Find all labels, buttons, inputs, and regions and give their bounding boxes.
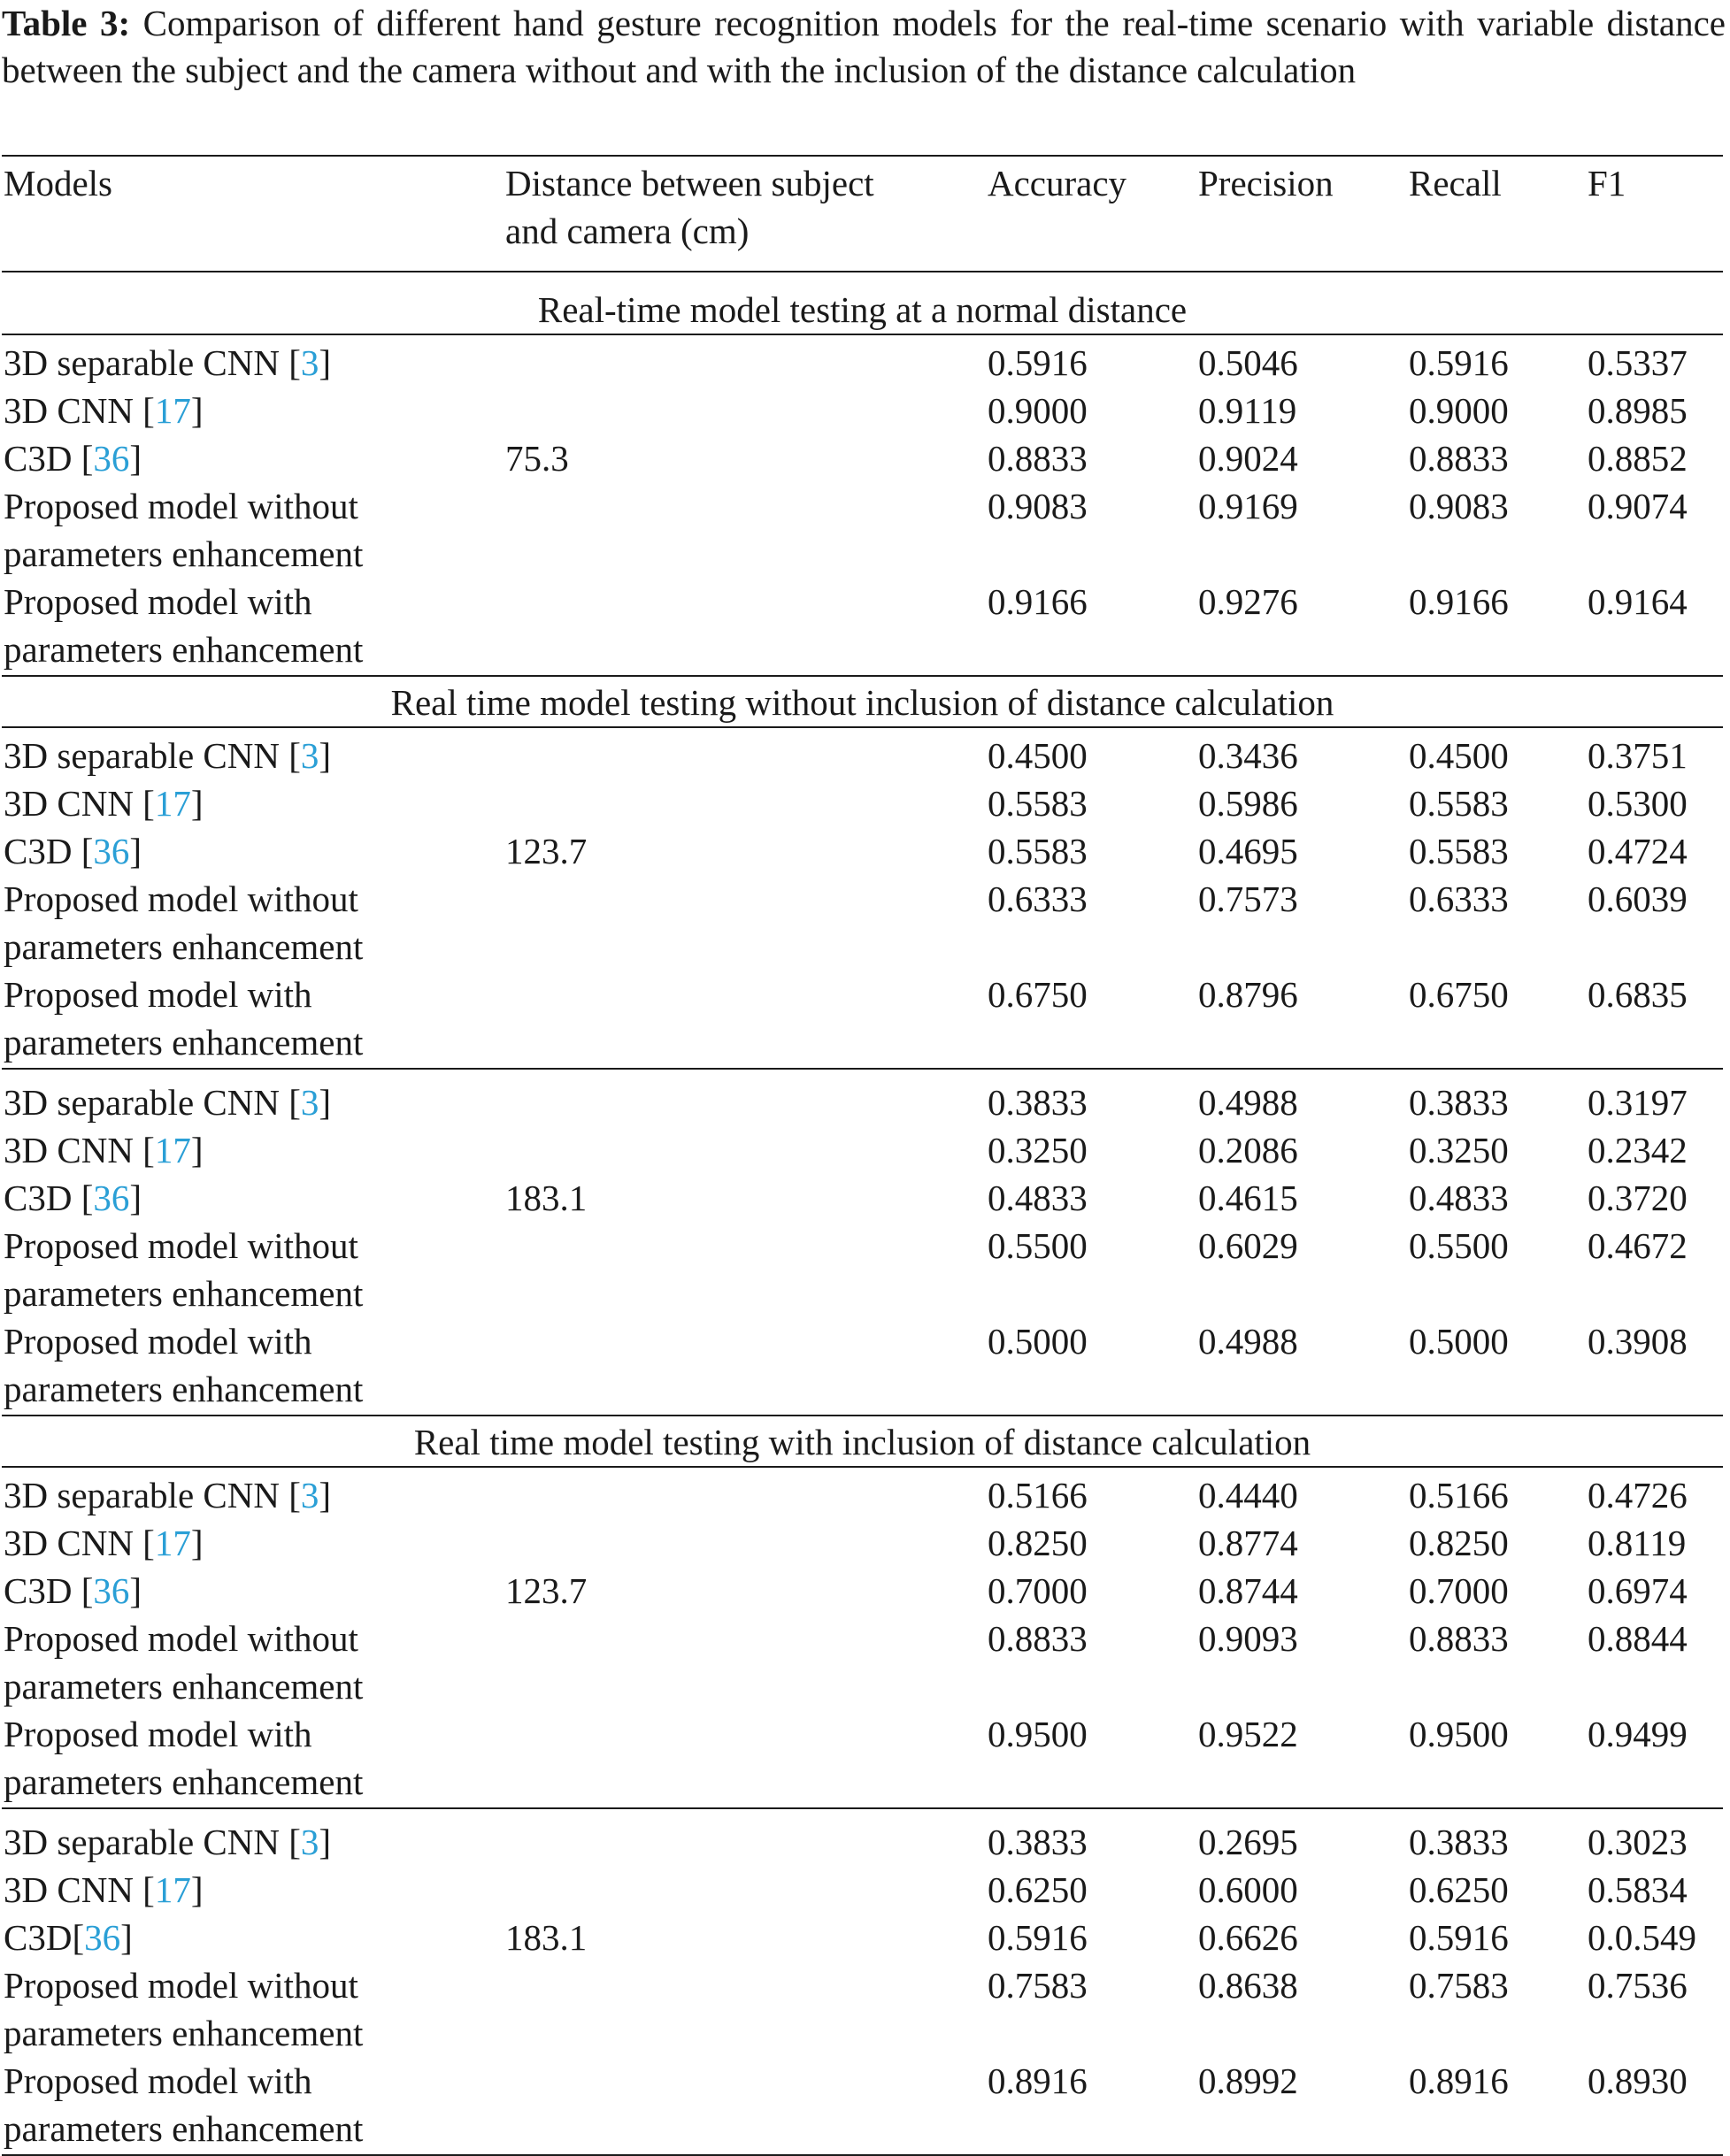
recall-value: 0.4833 (1409, 1178, 1509, 1218)
table-label: Table 3: (2, 3, 131, 43)
group-rule (2, 1068, 1723, 1070)
precision-value: 0.9093 (1198, 1618, 1298, 1659)
model-name-line2: parameters enhancement (4, 1761, 364, 1802)
precision-value: 0.4615 (1198, 1178, 1298, 1218)
model-label: 3D separable CNN [ (4, 1082, 301, 1123)
section-rule (2, 1466, 1723, 1468)
accuracy-value: 0.5583 (988, 831, 1088, 871)
model-name-line1: Proposed model without (4, 1965, 358, 2006)
precision-value: 0.9119 (1198, 390, 1297, 431)
precision-value: 0.9276 (1198, 581, 1298, 622)
precision-value: 0.4440 (1198, 1475, 1298, 1515)
table-top-rule (2, 155, 1723, 157)
model-name (4, 1078, 331, 1126)
model-name-line2: parameters enhancement (4, 926, 364, 967)
recall-value: 0.5166 (1409, 1475, 1509, 1515)
f1-value: 0.4726 (1588, 1475, 1688, 1515)
recall-value: 0.5583 (1409, 783, 1509, 824)
caption-text: Comparison of different hand gesture recognition models for the real-time scenario with variable distance between the subject and the camera without and with the inclusion of the distance calculation (2, 3, 1726, 90)
f1-value: 0.3197 (1588, 1082, 1688, 1123)
citation-link[interactable]: 3 (300, 1475, 319, 1515)
accuracy-value: 0.3250 (988, 1130, 1088, 1170)
precision-value: 0.8796 (1198, 974, 1298, 1015)
f1-value: 0.5300 (1588, 783, 1688, 824)
model-label-suffix: ] (319, 1082, 332, 1123)
f1-value: 0.8119 (1588, 1523, 1687, 1563)
accuracy-value: 0.8916 (988, 2060, 1088, 2101)
citation-link[interactable]: 36 (93, 831, 130, 871)
model-label: C3D[ (4, 1917, 85, 1958)
section-end-rule (2, 1415, 1723, 1416)
accuracy-value: 0.8833 (988, 438, 1088, 479)
accuracy-value: 0.7000 (988, 1570, 1088, 1611)
model-label-suffix: ] (190, 1869, 204, 1910)
header-f1: F1 (1588, 163, 1626, 203)
f1-value: 0.6039 (1588, 879, 1688, 919)
recall-value: 0.9500 (1409, 1714, 1509, 1754)
accuracy-value: 0.8833 (988, 1618, 1088, 1659)
citation-link[interactable]: 3 (300, 1082, 319, 1123)
model-name (4, 827, 142, 875)
f1-value: 0.3908 (1588, 1321, 1688, 1362)
recall-value: 0.5583 (1409, 831, 1509, 871)
accuracy-value: 0.9083 (988, 486, 1088, 526)
citation-link[interactable]: 17 (154, 1869, 191, 1910)
header-distance-line2: and camera (cm) (505, 211, 750, 251)
precision-value: 0.8992 (1198, 2060, 1298, 2101)
model-name (4, 1174, 142, 1222)
recall-value: 0.6333 (1409, 879, 1509, 919)
header-models: Models (4, 163, 112, 203)
precision-value: 0.9522 (1198, 1714, 1298, 1754)
f1-value: 0.4672 (1588, 1225, 1688, 1266)
f1-value: 0.2342 (1588, 1130, 1688, 1170)
model-name-line1: Proposed model with (4, 581, 312, 622)
model-name-line2: parameters enhancement (4, 2108, 364, 2149)
distance-value: 183.1 (505, 1178, 588, 1218)
recall-value: 0.3833 (1409, 1082, 1509, 1123)
header-recall: Recall (1409, 163, 1502, 203)
citation-link[interactable]: 17 (154, 783, 191, 824)
section-rule (2, 726, 1723, 728)
precision-value: 0.5046 (1198, 342, 1298, 383)
model-label-suffix: ] (120, 1917, 133, 1958)
precision-value: 0.2695 (1198, 1822, 1298, 1862)
precision-value: 0.6029 (1198, 1225, 1298, 1266)
model-name-line1: Proposed model with (4, 974, 312, 1015)
model-name (4, 1866, 203, 1914)
model-label: C3D [ (4, 438, 94, 479)
recall-value: 0.3250 (1409, 1130, 1509, 1170)
precision-value: 0.6626 (1198, 1917, 1298, 1958)
recall-value: 0.4500 (1409, 735, 1509, 776)
accuracy-value: 0.3833 (988, 1082, 1088, 1123)
accuracy-value: 0.9500 (988, 1714, 1088, 1754)
accuracy-value: 0.3833 (988, 1822, 1088, 1862)
citation-link[interactable]: 3 (300, 342, 319, 383)
model-label: 3D separable CNN [ (4, 1475, 301, 1515)
model-label-suffix: ] (190, 1130, 204, 1170)
f1-value: 0.8930 (1588, 2060, 1688, 2101)
precision-value: 0.8638 (1198, 1965, 1298, 2006)
model-name-line1: Proposed model without (4, 1618, 358, 1659)
model-name-line1: Proposed model with (4, 2060, 312, 2101)
model-label: 3D CNN [ (4, 390, 155, 431)
recall-value: 0.3833 (1409, 1822, 1509, 1862)
model-label: 3D CNN [ (4, 1523, 155, 1563)
f1-value: 0.5834 (1588, 1869, 1688, 1910)
model-name (4, 1914, 133, 1961)
accuracy-value: 0.6333 (988, 879, 1088, 919)
accuracy-value: 0.5000 (988, 1321, 1088, 1362)
distance-value: 183.1 (505, 1917, 588, 1958)
model-name (4, 387, 203, 434)
precision-value: 0.4695 (1198, 831, 1298, 871)
recall-value: 0.9166 (1409, 581, 1509, 622)
model-name (4, 1567, 142, 1615)
precision-value: 0.5986 (1198, 783, 1298, 824)
model-label-suffix: ] (129, 831, 142, 871)
accuracy-value: 0.4500 (988, 735, 1088, 776)
f1-value: 0.6974 (1588, 1570, 1688, 1611)
model-label: C3D [ (4, 1570, 94, 1611)
section-title: Real-time model testing at a normal distance (537, 289, 1188, 330)
header-rule (2, 271, 1723, 272)
section-rule (2, 334, 1723, 335)
accuracy-value: 0.6250 (988, 1869, 1088, 1910)
model-name-line1: Proposed model without (4, 1225, 358, 1266)
f1-value: 0.4724 (1588, 831, 1688, 871)
model-label-suffix: ] (190, 1523, 204, 1563)
accuracy-value: 0.5166 (988, 1475, 1088, 1515)
model-name-line2: parameters enhancement (4, 1022, 364, 1063)
f1-value: 0.8852 (1588, 438, 1688, 479)
recall-value: 0.5000 (1409, 1321, 1509, 1362)
model-name-line2: parameters enhancement (4, 2013, 364, 2053)
f1-value: 0.6835 (1588, 974, 1688, 1015)
model-name (4, 1126, 203, 1174)
recall-value: 0.5916 (1409, 342, 1509, 383)
header-distance-line1: Distance between subject (505, 163, 874, 203)
model-name (4, 1519, 203, 1567)
section-title: Real time model testing with inclusion of distance calculation (413, 1422, 1311, 1462)
f1-value: 0.3023 (1588, 1822, 1688, 1862)
model-label-suffix: ] (319, 735, 332, 776)
accuracy-value: 0.9166 (988, 581, 1088, 622)
header-accuracy: Accuracy (988, 163, 1127, 203)
model-name-line1: Proposed model without (4, 879, 358, 919)
f1-value: 0.8985 (1588, 390, 1688, 431)
recall-value: 0.6250 (1409, 1869, 1509, 1910)
citation-link[interactable]: 3 (300, 1822, 319, 1862)
recall-value: 0.7583 (1409, 1965, 1509, 2006)
citation-link[interactable]: 17 (154, 1130, 191, 1170)
precision-value: 0.4988 (1198, 1082, 1298, 1123)
distance-value: 75.3 (505, 438, 569, 479)
model-label-suffix: ] (129, 438, 142, 479)
model-label: C3D [ (4, 831, 94, 871)
precision-value: 0.3436 (1198, 735, 1298, 776)
model-name (4, 434, 142, 482)
model-label: 3D separable CNN [ (4, 342, 301, 383)
recall-value: 0.9083 (1409, 486, 1509, 526)
f1-value: 0.9164 (1588, 581, 1688, 622)
model-label-suffix: ] (129, 1178, 142, 1218)
distance-value: 123.7 (505, 831, 588, 871)
model-label-suffix: ] (319, 342, 332, 383)
recall-value: 0.8833 (1409, 438, 1509, 479)
citation-link[interactable]: 36 (84, 1917, 121, 1958)
citation-link[interactable]: 36 (93, 438, 130, 479)
f1-value: 0.5337 (1588, 342, 1688, 383)
model-label: 3D CNN [ (4, 1869, 155, 1910)
model-label-suffix: ] (319, 1822, 332, 1862)
model-name-line2: parameters enhancement (4, 1666, 364, 1707)
precision-value: 0.8774 (1198, 1523, 1298, 1563)
model-name (4, 1818, 331, 1866)
citation-link[interactable]: 3 (300, 735, 319, 776)
section-end-rule (2, 675, 1723, 677)
recall-value: 0.9000 (1409, 390, 1509, 431)
precision-value: 0.6000 (1198, 1869, 1298, 1910)
f1-value: 0.3751 (1588, 735, 1688, 776)
citation-link[interactable]: 36 (93, 1570, 130, 1611)
model-name-line2: parameters enhancement (4, 533, 364, 574)
model-name (4, 1471, 331, 1519)
accuracy-value: 0.5916 (988, 1917, 1088, 1958)
recall-value: 0.8250 (1409, 1523, 1509, 1563)
model-name-line2: parameters enhancement (4, 1369, 364, 1409)
accuracy-value: 0.5500 (988, 1225, 1088, 1266)
precision-value: 0.9024 (1198, 438, 1298, 479)
recall-value: 0.6750 (1409, 974, 1509, 1015)
precision-value: 0.7573 (1198, 879, 1298, 919)
f1-value: 0.9499 (1588, 1714, 1688, 1754)
accuracy-value: 0.6750 (988, 974, 1088, 1015)
model-name-line2: parameters enhancement (4, 1273, 364, 1314)
precision-value: 0.8744 (1198, 1570, 1298, 1611)
citation-link[interactable]: 17 (154, 390, 191, 431)
group-rule (2, 1807, 1723, 1809)
f1-value: 0.0.549 (1588, 1917, 1696, 1958)
model-name-line1: Proposed model with (4, 1714, 312, 1754)
recall-value: 0.5916 (1409, 1917, 1509, 1958)
model-name (4, 779, 203, 827)
accuracy-value: 0.8250 (988, 1523, 1088, 1563)
accuracy-value: 0.5916 (988, 342, 1088, 383)
accuracy-value: 0.9000 (988, 390, 1088, 431)
accuracy-value: 0.4833 (988, 1178, 1088, 1218)
model-name-line1: Proposed model without (4, 486, 358, 526)
section-title: Real time model testing without inclusion of distance calculation (390, 682, 1334, 723)
distance-value: 123.7 (505, 1570, 588, 1611)
f1-value: 0.3720 (1588, 1178, 1688, 1218)
model-name-line2: parameters enhancement (4, 629, 364, 670)
model-label: 3D separable CNN [ (4, 735, 301, 776)
model-label-suffix: ] (190, 390, 204, 431)
accuracy-value: 0.7583 (988, 1965, 1088, 2006)
recall-value: 0.8833 (1409, 1618, 1509, 1659)
model-label: 3D CNN [ (4, 1130, 155, 1170)
accuracy-value: 0.5583 (988, 783, 1088, 824)
precision-value: 0.4988 (1198, 1321, 1298, 1362)
precision-value: 0.9169 (1198, 486, 1298, 526)
model-label: 3D CNN [ (4, 783, 155, 824)
model-label: 3D separable CNN [ (4, 1822, 301, 1862)
model-name-line1: Proposed model with (4, 1321, 312, 1362)
model-name (4, 732, 331, 779)
recall-value: 0.7000 (1409, 1570, 1509, 1611)
model-label: C3D [ (4, 1178, 94, 1218)
precision-value: 0.2086 (1198, 1130, 1298, 1170)
header-precision: Precision (1198, 163, 1334, 203)
f1-value: 0.8844 (1588, 1618, 1688, 1659)
citation-link[interactable]: 36 (93, 1178, 130, 1218)
model-label-suffix: ] (190, 783, 204, 824)
citation-link[interactable]: 17 (154, 1523, 191, 1563)
model-label-suffix: ] (129, 1570, 142, 1611)
model-label-suffix: ] (319, 1475, 332, 1515)
recall-value: 0.8916 (1409, 2060, 1509, 2101)
model-name (4, 339, 331, 387)
recall-value: 0.5500 (1409, 1225, 1509, 1266)
f1-value: 0.7536 (1588, 1965, 1688, 2006)
f1-value: 0.9074 (1588, 486, 1688, 526)
